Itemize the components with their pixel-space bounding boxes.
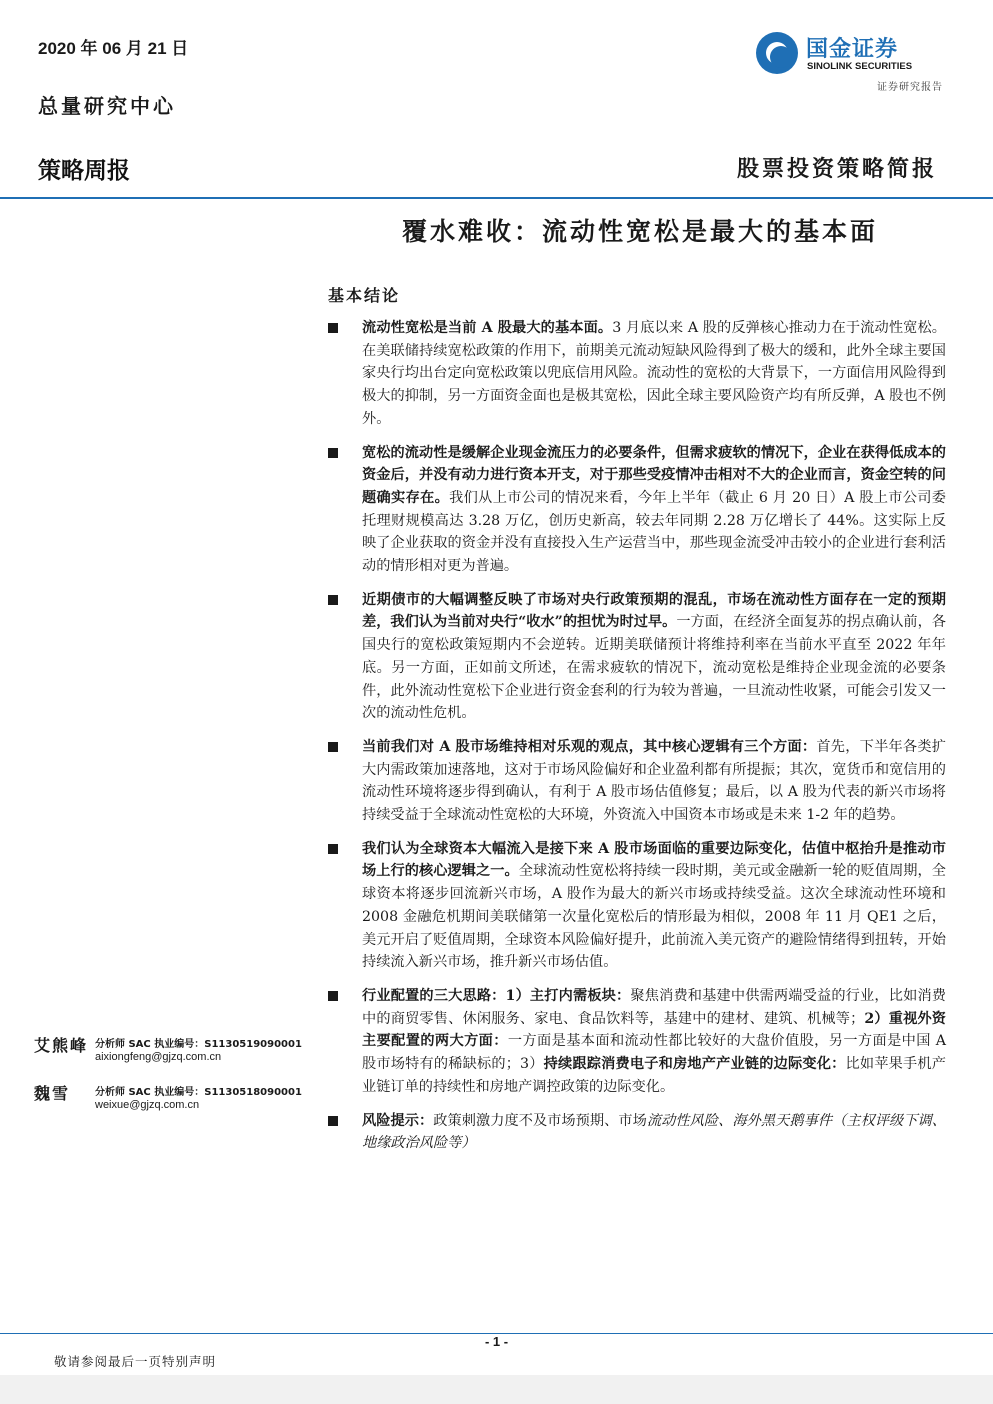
company-logo-icon [756,32,798,74]
square-bullet-icon [328,323,338,333]
analyst-certificate: 分析师 SAC 执业编号：S1130519090001 [95,1039,302,1050]
analyst-certificate: 分析师 SAC 执业编号：S1130518090001 [95,1087,302,1098]
report-category: 证券研究报告 [877,82,943,93]
bullet-text: 全球流动性宽松将持续一段时期，美元或金融新一轮的贬值周期，全球资本将逐步回流新兴市场，A 股作为最大的新兴市场或持续受益。这次全球流动性环境和 2008 金融危机期间美联储第一次量化宽松后的情形最为相似，2008 年 11 月 QE1 之后，美元开启了贬值周期，全球资本风险偏好提升，此前流入美元资产的避险情绪得到扭转，开始持续流入新兴市场，推升新兴市场估值。 [362,863,946,971]
conclusion-list [328,317,946,1166]
analyst-email[interactable]: aixiongfeng@gjzq.com.cn [95,1051,222,1063]
bullet-lead: 2）重视外资主要配置的两大方面： [362,1010,946,1050]
list-item [328,736,946,827]
list-item [328,442,946,578]
department-name: 总量研究中心 [38,94,176,118]
bullet-text: 比如苹果手机产业链订单的持续性和房地产调控政策的边际变化。 [362,1056,946,1095]
bullet-text: 一方面是基本面和流动性都比较好的大盘价值股，另一方面是中国 A 股市场特有的稀缺标的；3） [362,1033,946,1073]
bullet-lead: 宽松的流动性是缓解企业现金流压力的必要条件，但需求疲软的情况下，企业在获得低成本的资金后，并没有动力进行资本开支，对于那些受疫情冲击相对不大的企业而言，资金空转的问题确实存在。 [362,444,946,506]
bullet-text: 3 月底以来 A 股的反弹核心推动力在于流动性宽松。在美联储持续宽松政策的作用下，前期美元流动短缺风险得到了极大的缓和，此外全球主要国家央行均出台定向宽松政策以兜底信用风险。流动性的宽松的大背景下，一方面信用风险得到极大的抑制，另一方面资金面也是极其宽松，因此全球主要风险资产均有所反弹，A 股也不例外。 [362,320,946,427]
header-divider [0,197,993,199]
page-bottom-band [0,1375,993,1404]
bullet-lead: 流动性宽松是当前 A 股最大的基本面。 [362,320,613,336]
bullet-lead: 当前我们对 A 股市场维持相对乐观的观点，其中核心逻辑有三个方面： [362,738,817,755]
bullet-text: 我们从上市公司的情况来看，今年上半年（截止 6 月 20 日）A 股上市公司委托理财规模高达 3.28 万亿，创历史新高，较去年同期 2.28 万亿增长了 44%。这实际上反映了企业获取的资金并没有直接投入生产运营当中，那些现金流受冲击较小的企业进行套利活动的情形相对更为普遍。 [362,489,946,575]
list-item [328,589,946,725]
report-series: 股票投资策略简报 [736,156,937,182]
page-number: - 1 - [484,1334,509,1349]
bullet-text: 一方面，在经济全面复苏的拐点确认前，各国央行的宽松政策短期内不会逆转。近期美联储预计将维持利率在当前水平直至 2022 年年底。另一方面，正如前文所述，在需求疲软的情况下，流动宽松是维持企业现金流的必要条件，此外流动性宽松下企业进行资金套利的行为较为普遍，一旦流动性收紧，可能会引发又一次的流动性危机。 [362,614,946,722]
logo-name-cn: 国金证券 [806,37,899,62]
square-bullet-icon [328,595,338,605]
bullet-lead: 我们认为全球资本大幅流入是接下来 A 股市场面临的重要边际变化，估值中枢抬升是推动市场上行的核心逻辑之一。 [362,840,946,880]
report-date: 2020 年 06 月 21 日 [38,39,189,58]
bullet-lead: 近期债市的大幅调整反映了市场对央行政策预期的混乱，市场在流动性方面存在一定的预期差，我们认为当前对央行“收水”的担忧为时过早。 [362,591,946,631]
bullet-text-italic: 流动性风险、海外黑天鹅事件（主权评级下调、地缘政治风险等） [362,1112,946,1152]
list-item [328,317,946,431]
report-title: 覆水难收：流动性宽松是最大的基本面 [401,217,878,246]
list-item [328,838,946,974]
bullet-lead: 持续跟踪消费电子和房地产产业链的边际变化： [543,1056,846,1073]
square-bullet-icon [328,1116,338,1126]
section-heading: 基本结论 [328,286,401,305]
report-type: 策略周报 [38,158,130,184]
square-bullet-icon [328,991,338,1001]
bullet-lead: 风险提示： [362,1112,434,1129]
analyst-email[interactable]: weixue@gjzq.com.cn [95,1099,200,1111]
bullet-text: 政策刺激力度不及市场预期、市场 [433,1112,647,1129]
square-bullet-icon [328,742,338,752]
list-item [328,985,946,1099]
bullet-text: 聚焦消费和基建中供需两端受益的行业，比如消费中的商贸零售、休闲服务、家电、食品饮料等，基建中的建材、建筑、机械等； [362,987,946,1027]
bullet-text: 首先，下半年各类扩大内需政策加速落地，这对于市场风险偏好和企业盈利都有所提振；其次，宽货币和宽信用的流动性环境将逐步得到确认，有利于 A 股市场估值修复；最后，以 A 股为代表的新兴市场将持续受益于全球流动性宽松的大环境，外资流入中国资本市场或是未来 1-2 年的趋势。 [362,738,946,824]
bullet-lead: 行业配置的三大思路：1）主打内需板块： [362,987,631,1004]
company-logo [756,32,946,76]
analyst-name: 魏雪 [34,1084,71,1103]
analyst-name: 艾熊峰 [34,1036,89,1055]
list-item [328,1110,946,1155]
footer-disclaimer: 敬请参阅最后一页特别声明 [54,1354,217,1369]
square-bullet-icon [328,448,338,458]
square-bullet-icon [328,844,338,854]
logo-name-en: SINOLINK SECURITIES [807,61,913,72]
